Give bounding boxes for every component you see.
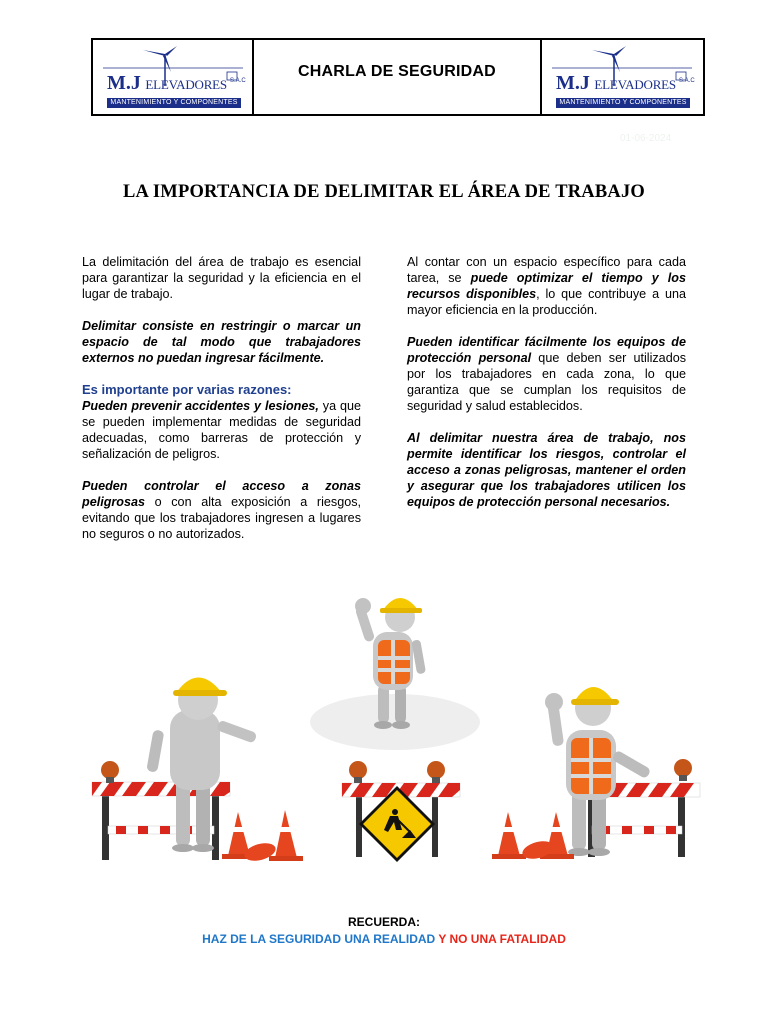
- barrier-center: [342, 761, 460, 862]
- efficiency-emphasis: puede optimizar el tiempo y los recursos disponibles: [407, 271, 686, 301]
- efficiency-text-c: , lo que contribuye a una mayor eficiencia en la producción.: [407, 287, 686, 317]
- header-title-cell: [254, 40, 540, 114]
- header-title: CHARLA DE SEGURIDAD: [298, 63, 496, 80]
- cones-left: [222, 810, 303, 864]
- logo-tagline: MANTENIMIENTO Y COMPONENTES: [107, 98, 241, 108]
- cones-right: [492, 812, 574, 862]
- right-column: [407, 254, 686, 526]
- logo-suffix: S.A.C: [679, 78, 695, 84]
- logo-wordmark: M.J ELEVADORES: [107, 72, 227, 94]
- efficiency-text-a: Al contar con un espacio específico para cada tarea, se: [407, 255, 686, 285]
- ppe-paragraph: [407, 334, 686, 414]
- reminder-label: RECUERDA:: [348, 915, 420, 929]
- reminder-slogan: [0, 931, 768, 948]
- ppe-emphasis: Pueden identificar fácilmente los equipos de protección personal: [407, 335, 686, 365]
- company-logo: [552, 46, 695, 110]
- logo-wordmark: M.J ELEVADORES: [556, 72, 676, 94]
- men-at-work-sign-icon: [359, 786, 435, 862]
- slogan-blue-part: HAZ DE LA SEGURIDAD UNA REALIDAD: [202, 932, 436, 946]
- safety-illustration: [80, 580, 710, 880]
- reminder-footer: [0, 914, 768, 948]
- logo-suffix: S.A.C: [230, 78, 246, 84]
- header-table: [91, 38, 705, 116]
- conclusion-paragraph: Al delimitar nuestra área de trabajo, nos permite identificar los riesgos, controlar el acceso a zonas peligrosas, mantener el orden y asegurar que los trabajadores utilicen los equipos de protección personal necesarios.: [407, 431, 686, 509]
- logo-tagline: MANTENIMIENTO Y COMPONENTES: [556, 98, 690, 108]
- slogan-red-part: Y NO UNA FATALIDAD: [435, 932, 566, 946]
- definition-paragraph: Delimitar consiste en restringir o marcar un espacio de tal modo que trabajadores externos no puedan ingresar fácilmente.: [82, 319, 361, 365]
- efficiency-paragraph: [407, 254, 686, 318]
- reason-accidents-text: ya que se pueden implementar medidas de seguridad adecuadas, como barreras de protección y señalización de peligros.: [82, 399, 362, 461]
- reason-access-lead: Pueden controlar el acceso a zonas peligrosas: [82, 479, 361, 509]
- reason-accidents-paragraph: [82, 382, 361, 462]
- faded-date-text: 01-06-2024: [620, 133, 672, 144]
- ppe-text: que deben ser utilizados por los trabajadores en cada zona, lo que garantiza que se cumplan los requisitos de seguridad y salud establecidos.: [407, 351, 686, 413]
- reason-access-text: o con alta exposición a riesgos, evitando que los trabajadores ingresen a lugares no seguros o no autorizados.: [82, 495, 361, 541]
- reasons-subheading: Es importante por varias razones:: [82, 382, 292, 397]
- header-logo-right-cell: [540, 40, 703, 114]
- header-logo-left-cell: [93, 40, 254, 114]
- intro-paragraph: La delimitación del área de trabajo es esencial para garantizar la seguridad y la eficiencia en el lugar de trabajo.: [82, 255, 361, 301]
- document-title: LA IMPORTANCIA DE DELIMITAR EL ÁREA DE TRABAJO: [122, 182, 645, 202]
- left-column: [82, 254, 361, 558]
- company-logo: [103, 46, 246, 110]
- reason-access-paragraph: [82, 478, 361, 542]
- reason-accidents-lead: Pueden prevenir accidentes y lesiones,: [82, 399, 319, 413]
